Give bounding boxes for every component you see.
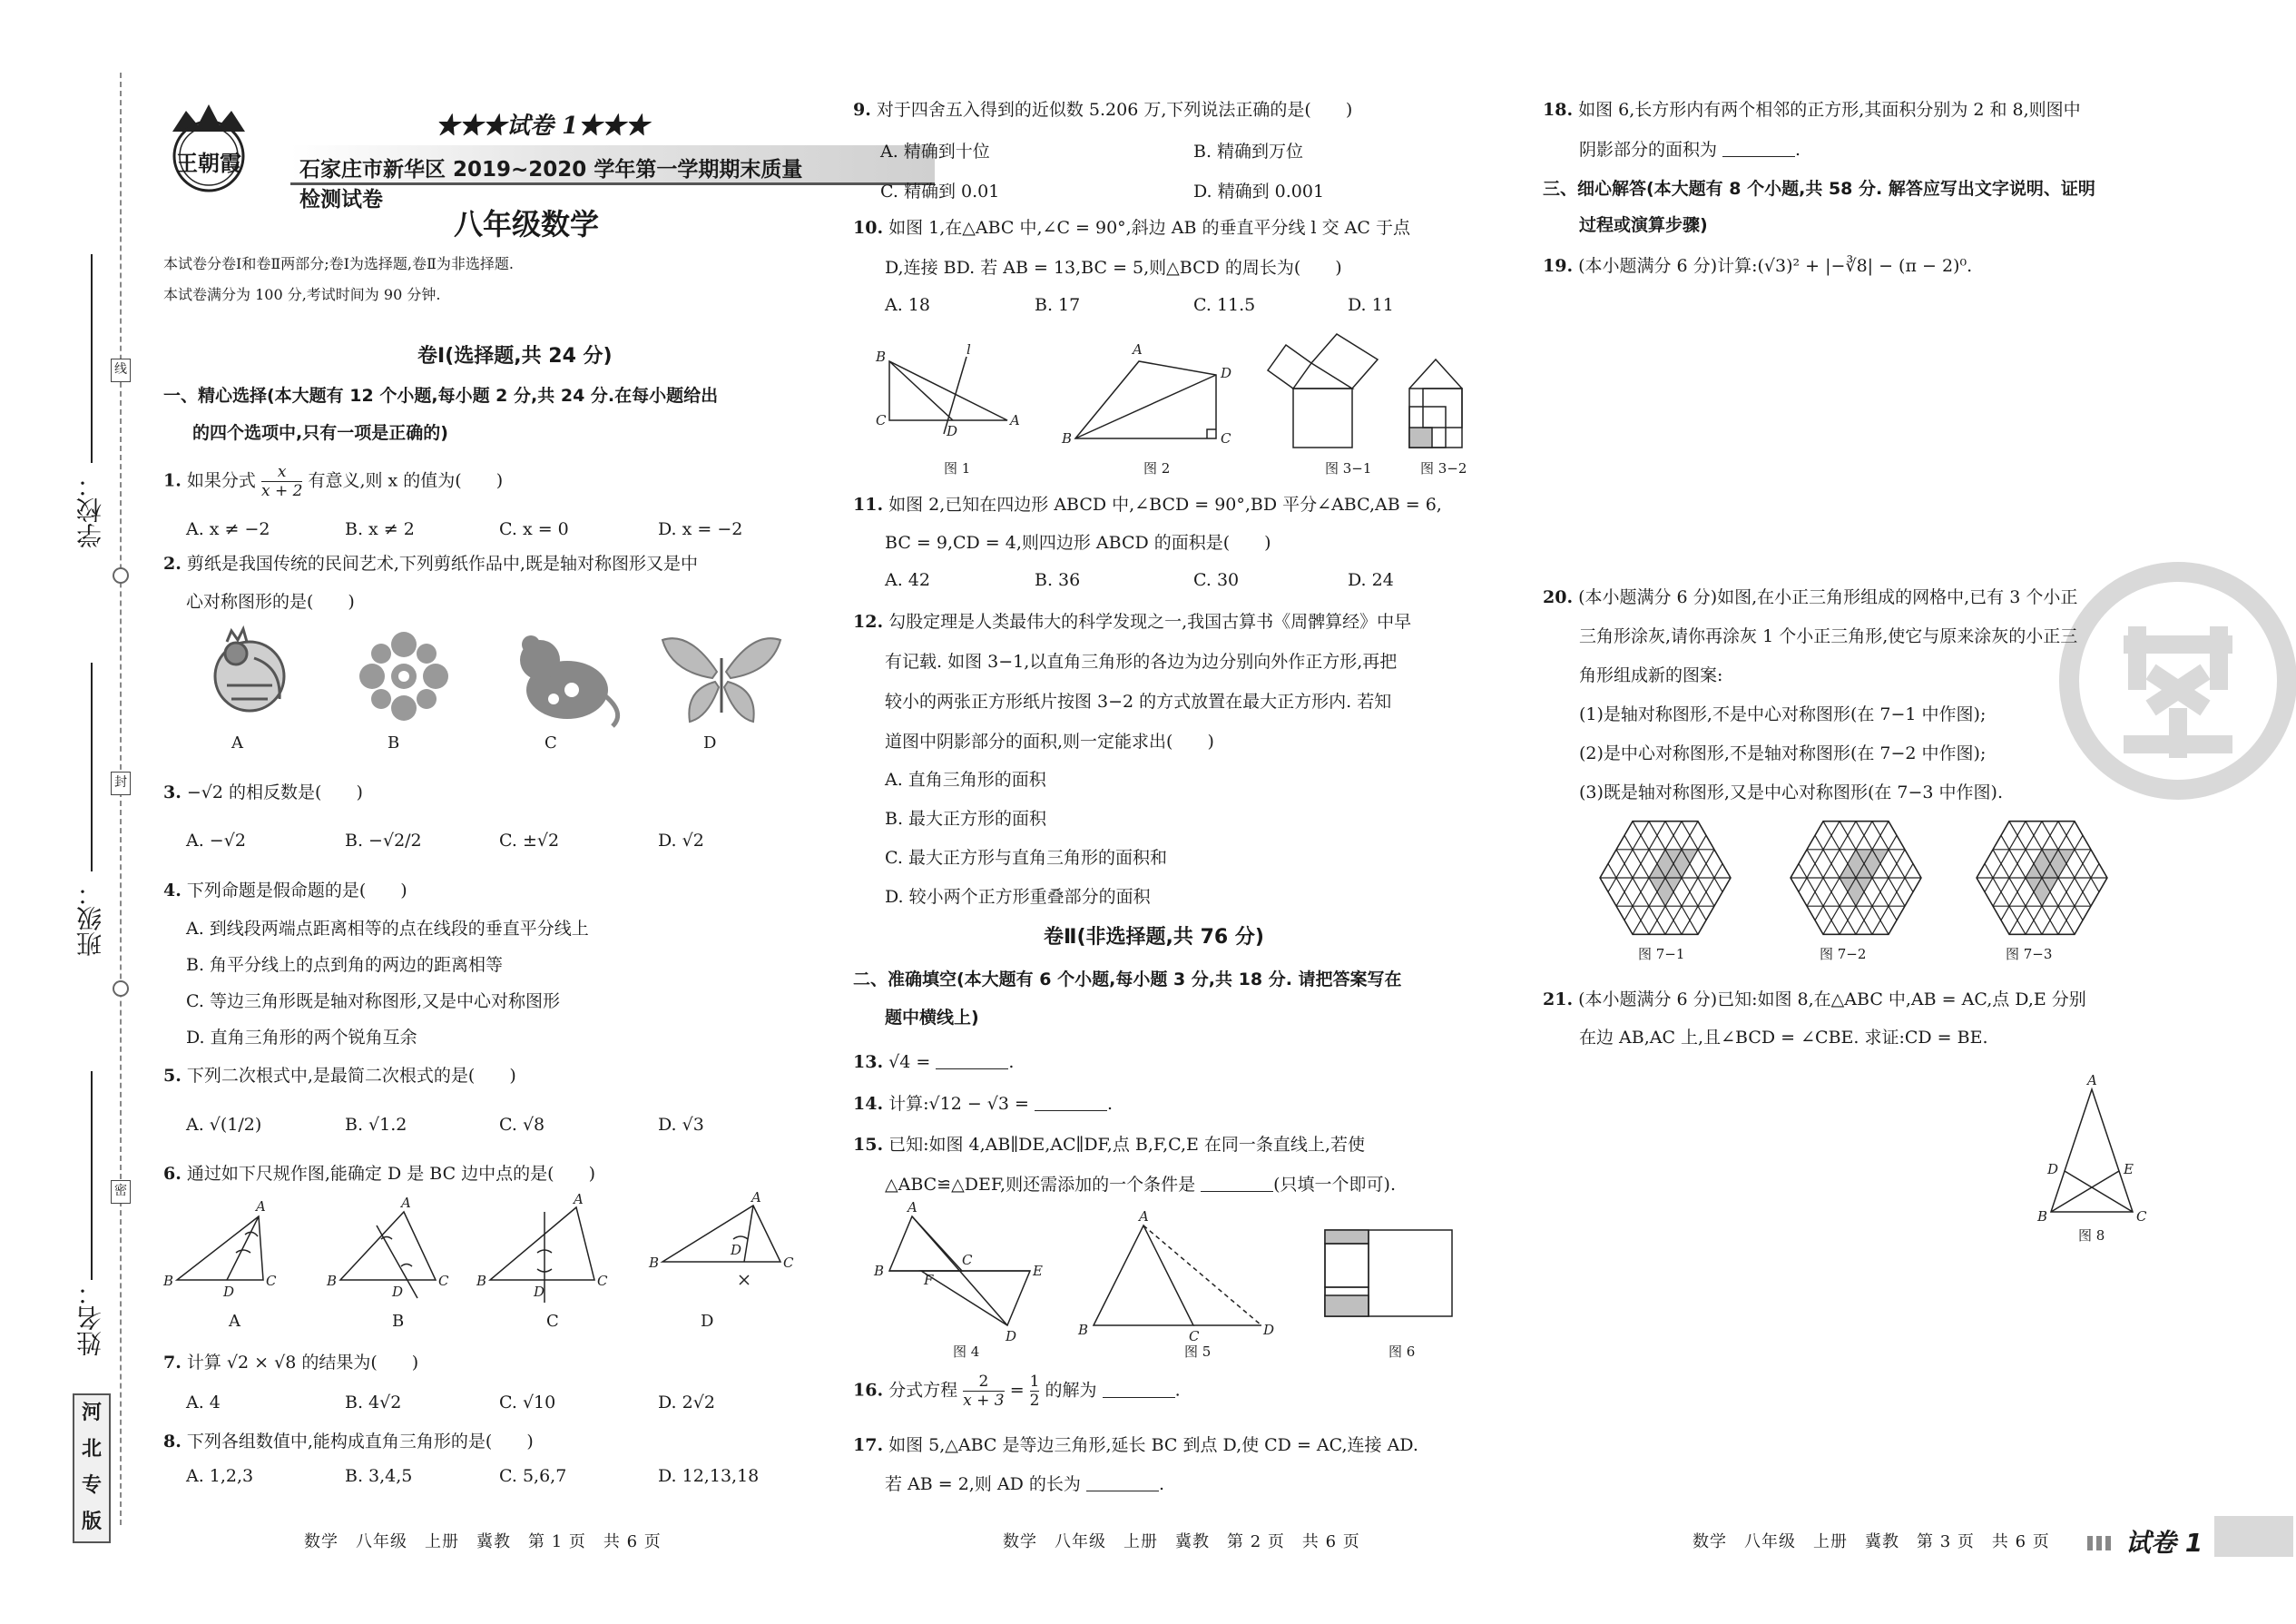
svg-text:D: D (2047, 1161, 2059, 1177)
mouse-papercut-icon (520, 635, 618, 726)
option[interactable]: A. −√2 (186, 831, 246, 851)
svg-text:B: B (874, 1263, 885, 1279)
option[interactable]: A. 18 (885, 295, 930, 315)
question-5: 5. 下列二次根式中,是最简二次根式的是( ) (163, 1066, 516, 1086)
class-field[interactable] (91, 663, 93, 871)
svg-text:B: B (163, 1273, 174, 1289)
label-c[interactable]: C (546, 1312, 559, 1331)
option[interactable]: C. 最大正方形与直角三角形的面积和 (885, 848, 1167, 868)
option[interactable]: A. 4 (186, 1393, 221, 1412)
page-footer-1: 数学 八年级 上册 冀教 第 1 页 共 6 页 (304, 1532, 662, 1551)
figures-row-1 (876, 334, 1529, 470)
option[interactable]: C. √8 (499, 1115, 545, 1135)
section1-line2: 的四个选项中,只有一项是正确的) (192, 423, 448, 443)
answer-blank[interactable] (1035, 1095, 1107, 1111)
option[interactable]: A. x ≠ −2 (186, 519, 270, 539)
svg-text:D: D (731, 1242, 742, 1258)
page-2 (849, 0, 1547, 1624)
question-8: 8. 下列各组数值中,能构成直角三角形的是( ) (163, 1432, 534, 1452)
svg-text:A: A (751, 1189, 761, 1206)
name-label: 姓名： (75, 1280, 105, 1356)
fraction: $\frac{1}{2}$ (1029, 1373, 1040, 1410)
figure-2 (1061, 341, 1231, 447)
option[interactable]: D. 较小两个正方形重叠部分的面积 (885, 887, 1151, 907)
question-20-cont-1: 三角形涂灰,请你再涂灰 1 个小正三角形,使它与原来涂灰的小正三 (1579, 626, 2078, 646)
part2-title: 卷Ⅱ(非选择题,共 76 分) (1044, 926, 1264, 949)
option[interactable]: B. 角平分线上的点到角的两边的距离相等 (186, 955, 504, 975)
question-20: 20. (本小题满分 6 分)如图,在小正三角形组成的网格中,已有 3 个小正 (1543, 587, 2078, 607)
question-15: 15. 已知:如图 4,AB∥DE,AC∥DF,点 B,F,C,E 在同一条直线上,若使 (853, 1135, 1365, 1155)
question-19: 19. (本小题满分 6 分)计算:(√3)² + |−∛8| − (π − 2)⁰. (1543, 256, 1973, 276)
svg-text:C: C (876, 412, 887, 428)
logo-text: 王朝霞 (176, 150, 241, 176)
option[interactable]: D. 直角三角形的两个锐角互余 (186, 1028, 417, 1048)
svg-text:C: C (266, 1273, 277, 1289)
question-21: 21. (本小题满分 6 分)已知:如图 8,在△ABC 中,AB = AC,点 D,E 分别 (1543, 989, 2086, 1009)
svg-text:A: A (1139, 1208, 1149, 1225)
caption-fig6: 图 6 (1388, 1343, 1416, 1360)
construction-b (326, 1195, 449, 1300)
option[interactable]: B. 最大正方形的面积 (885, 809, 1047, 829)
option[interactable]: D. x = −2 (658, 519, 743, 539)
triangle-grids (1584, 812, 2201, 949)
question-20-cont-2: 角形组成新的图案: (1579, 665, 1723, 685)
option[interactable]: D. 2√2 (658, 1393, 715, 1412)
school-label: 学校： (75, 472, 105, 548)
label-d[interactable]: D (701, 1312, 714, 1331)
question-2-cont: 心对称图形的是( ) (186, 592, 355, 612)
label-a[interactable]: A (229, 1312, 240, 1331)
option[interactable]: B. 精确到万位 (1193, 142, 1304, 162)
svg-text:C: C (597, 1273, 608, 1289)
shaded-triangle (1649, 878, 1682, 906)
svg-text:B: B (876, 349, 887, 365)
option[interactable]: C. x = 0 (499, 519, 569, 539)
label-a[interactable]: A (231, 733, 243, 753)
page-1 (154, 0, 817, 1624)
svg-text:D: D (1263, 1322, 1275, 1338)
option[interactable]: C. 30 (1193, 570, 1240, 590)
school-field[interactable] (91, 254, 93, 463)
question-4: 4. 下列命题是假命题的是( ) (163, 881, 407, 901)
option[interactable]: A. 1,2,3 (186, 1466, 254, 1486)
svg-text:E: E (2124, 1161, 2134, 1177)
question-21-cont: 在边 AB,AC 上,且∠BCD = ∠CBE. 求证:CD = BE. (1579, 1028, 1988, 1048)
mark-feng: 封 (111, 772, 131, 795)
caption-fig7-3: 图 7−3 (2006, 946, 2053, 962)
caption-fig2: 图 2 (1143, 460, 1171, 477)
page-3 (1543, 0, 2242, 1624)
svg-text:D: D (223, 1284, 235, 1300)
question-10: 10. 如图 1,在△ABC 中,∠C = 90°,斜边 AB 的垂直平分线 l 交 AC 于点 (853, 218, 1410, 238)
class-label: 班级： (75, 881, 105, 957)
svg-text:A: A (574, 1191, 584, 1207)
option[interactable]: B. 4√2 (345, 1393, 402, 1412)
option[interactable]: B. 3,4,5 (345, 1466, 413, 1486)
fraction: $\frac{2}{x + 3}$ (963, 1373, 1005, 1410)
shaded-triangle (2026, 878, 2058, 906)
option[interactable]: C. √10 (499, 1393, 556, 1412)
page-title: 八年级数学 (454, 207, 600, 241)
question-12: 12. 勾股定理是人类最伟大的科学发现之一,我国古算书《周髀算经》中早 (853, 612, 1412, 632)
section3-line1: 三、细心解答(本大题有 8 个小题,共 58 分. 解答应写出文字说明、证明 (1543, 179, 2095, 199)
option[interactable]: C. 5,6,7 (499, 1466, 567, 1486)
svg-text:F: F (924, 1272, 934, 1288)
question-13: 13. √4 = . (853, 1052, 1015, 1072)
answer-blank[interactable] (1086, 1475, 1159, 1491)
seal-watermark-icon (2060, 563, 2296, 799)
label-b[interactable]: B (388, 733, 400, 753)
svg-text:A: A (2087, 1072, 2097, 1088)
construction-a (162, 1198, 277, 1300)
paper-cut-figures (172, 622, 799, 740)
svg-text:B: B (649, 1255, 660, 1271)
triangle-grid[interactable] (1567, 822, 1763, 935)
shaded-triangle (1840, 878, 1872, 906)
option[interactable]: D. √3 (658, 1115, 704, 1135)
figure-5 (1077, 1208, 1274, 1344)
question-12-cont-2: 较小的两张正方形纸片按图 3−2 的方式放置在最大正方形内. 若知 (885, 692, 1392, 712)
question-14: 14. 计算:√12 − √3 = . (853, 1094, 1114, 1114)
svg-text:D: D (534, 1284, 545, 1300)
option[interactable]: A. √(1/2) (186, 1115, 262, 1135)
option[interactable]: C. 等边三角形既是轴对称图形,又是中心对称图形 (186, 991, 560, 1011)
flower-papercut-icon (359, 632, 448, 721)
binding-hole-icon (113, 567, 129, 584)
question-18: 18. 如图 6,长方形内有两个相邻的正方形,其面积分别为 2 和 8,则图中 (1543, 100, 2081, 120)
question-20-part-1: (1)是轴对称图形,不是中心对称图形(在 7−1 中作图); (1579, 704, 1987, 724)
caption-fig7-2: 图 7−2 (1820, 946, 1867, 962)
option[interactable]: B. √1.2 (345, 1115, 407, 1135)
option[interactable]: A. 到线段两端点距离相等的点在线段的垂直平分线上 (186, 919, 589, 939)
fraction: $\frac{x}{x + 2}$ (260, 463, 303, 500)
figure-4 (873, 1199, 1043, 1344)
svg-text:D: D (947, 423, 958, 439)
answer-blank[interactable] (1722, 141, 1795, 157)
option[interactable]: B. x ≠ 2 (345, 519, 415, 539)
question-11: 11. 如图 2,已知在四边形 ABCD 中,∠BCD = 90°,BD 平分∠ABC,AB = 6, (853, 495, 1442, 515)
svg-text:C: C (1221, 430, 1231, 447)
svg-text:D: D (392, 1284, 404, 1300)
question-12-cont-3: 道图中阴影部分的面积,则一定能求出( ) (885, 732, 1214, 752)
construction-d (648, 1189, 794, 1284)
option[interactable]: D. 12,13,18 (658, 1466, 760, 1486)
option[interactable]: C. 11.5 (1193, 295, 1256, 315)
svg-text:C: C (2136, 1208, 2147, 1225)
svg-text:C: C (438, 1273, 449, 1289)
label-b[interactable]: B (392, 1312, 405, 1331)
svg-text:l: l (966, 341, 971, 358)
svg-text:B: B (476, 1273, 487, 1289)
mark-xian: 线 (111, 359, 131, 382)
question-20-part-2: (2)是中心对称图形,不是轴对称图形(在 7−2 中作图); (1579, 743, 1987, 763)
question-18-cont: 阴影部分的面积为 . (1579, 140, 1801, 160)
option[interactable]: D. 精确到 0.001 (1193, 182, 1325, 202)
svg-text:A: A (256, 1198, 266, 1215)
edition-badge: 河 北 专 版 (73, 1393, 111, 1543)
cut-line (120, 73, 122, 1525)
option[interactable]: D. 24 (1348, 570, 1394, 590)
option[interactable]: C. ±√2 (499, 831, 560, 851)
option[interactable]: B. 17 (1035, 295, 1081, 315)
caption-fig1: 图 1 (944, 460, 971, 477)
figure-3-2 (1409, 359, 1462, 448)
question-1: 1. 如果分式 $\frac{x}{x + 2}$ 有意义,则 x 的值为( ) (163, 463, 504, 500)
question-12-cont-1: 有记载. 如图 3−1,以直角三角形的各边为边分别向外作正方形,再把 (885, 652, 1398, 672)
svg-text:A: A (1133, 341, 1143, 358)
paper-tag: ★★★试卷 1★★★ (436, 113, 650, 140)
note-2: 本试卷满分为 100 分,考试时间为 90 分钟. (163, 286, 441, 303)
caption-fig3-2: 图 3−2 (1420, 460, 1467, 477)
caption-fig7-1: 图 7−1 (1638, 946, 1685, 962)
question-11-cont: BC = 9,CD = 4,则四边形 ABCD 的面积是( ) (885, 533, 1271, 553)
option[interactable]: A. 精确到十位 (880, 142, 990, 162)
question-16: 16. 分式方程 $\frac{2}{x + 3}$ = $\frac{1}{2}$ 的解为 . (853, 1373, 1181, 1410)
corner-decoration-icon (2087, 1536, 2114, 1550)
butterfly-papercut-icon (662, 638, 780, 722)
svg-text:D: D (1221, 365, 1232, 381)
answer-blank[interactable] (1201, 1176, 1273, 1192)
svg-text:B: B (2037, 1208, 2048, 1225)
svg-text:C: C (783, 1255, 794, 1271)
svg-text:E: E (1033, 1263, 1043, 1279)
option[interactable]: A. 42 (885, 570, 930, 590)
note-1: 本试卷分卷Ⅰ和卷Ⅱ两部分;卷Ⅰ为选择题,卷Ⅱ为非选择题. (163, 255, 514, 272)
option[interactable]: D. 11 (1348, 295, 1394, 315)
mark-mi: 密 (111, 1180, 131, 1204)
answer-area-19[interactable] (1579, 290, 2214, 563)
label-d[interactable]: D (703, 733, 717, 753)
section1-line1: 一、精心选择(本大题有 12 个小题,每小题 2 分,共 24 分.在每小题给出 (163, 386, 719, 406)
question-17-cont: 若 AB = 2,则 AD 的长为 . (885, 1474, 1164, 1494)
svg-text:D: D (1006, 1328, 1017, 1344)
option[interactable]: B. −√2/2 (345, 831, 422, 851)
option[interactable]: C. 精确到 0.01 (880, 182, 1000, 202)
svg-text:C: C (1189, 1328, 1200, 1344)
svg-text:A: A (1010, 412, 1020, 428)
question-7: 7. 计算 √2 × √8 的结果为( ) (163, 1353, 419, 1373)
construction-c (476, 1191, 608, 1303)
figure-6 (1325, 1230, 1452, 1316)
question-17: 17. 如图 5,△ABC 是等边三角形,延长 BC 到点 D,使 CD = AC,连接 AD. (853, 1435, 1418, 1455)
svg-text:A: A (401, 1195, 411, 1211)
caption-fig4: 图 4 (953, 1343, 980, 1360)
question-15-cont: △ABC≌△DEF,则还需添加的一个条件是 (只填一个即可). (885, 1175, 1396, 1195)
page-footer-3: 数学 八年级 上册 冀教 第 3 页 共 6 页 (1693, 1532, 2050, 1551)
svg-text:B: B (327, 1273, 338, 1289)
rooster-papercut-icon (215, 629, 284, 711)
figure-8 (2033, 1072, 2151, 1225)
corner-band (2214, 1516, 2293, 1557)
figure-1 (875, 341, 1020, 439)
compass-construction-figures (163, 1189, 799, 1316)
answer-blank[interactable] (1103, 1382, 1175, 1398)
part1-title: 卷Ⅰ(选择题,共 24 分) (417, 345, 613, 368)
subtitle: 石家庄市新华区 2019~2020 学年第一学期期末质量检测试卷 (299, 158, 803, 212)
name-field[interactable] (91, 1071, 93, 1280)
figure-3-1 (1268, 334, 1378, 448)
caption-fig8: 图 8 (2078, 1227, 2105, 1244)
answer-blank[interactable] (936, 1053, 1008, 1069)
figures-row-2 (871, 1199, 1525, 1344)
question-3: 3. −√2 的相反数是( ) (163, 782, 363, 802)
question-9: 9. 对于四舍五入得到的近似数 5.206 万,下列说法正确的是( ) (853, 100, 1353, 120)
section2-line2: 题中横线上) (885, 1008, 979, 1028)
svg-text:C: C (962, 1252, 973, 1268)
triangle-grid[interactable] (1758, 822, 1954, 935)
svg-text:B: B (1062, 430, 1073, 447)
footer-tag: 试卷 1 (2125, 1528, 2203, 1558)
brand-logo (154, 100, 263, 195)
triangle-grid[interactable] (1944, 822, 2140, 935)
page-footer-2: 数学 八年级 上册 冀教 第 2 页 共 6 页 (1003, 1532, 1360, 1551)
question-20-part-3: (3)既是轴对称图形,又是中心对称图形(在 7−3 中作图). (1579, 782, 2003, 802)
svg-text:A: A (908, 1199, 917, 1216)
section2-line1: 二、准确填空(本大题有 6 个小题,每小题 3 分,共 18 分. 请把答案写在 (853, 969, 1402, 989)
option[interactable]: D. √2 (658, 831, 704, 851)
svg-text:B: B (1078, 1322, 1089, 1338)
question-6: 6. 通过如下尺规作图,能确定 D 是 BC 边中点的是( ) (163, 1164, 596, 1184)
question-10-cont: D,连接 BD. 若 AB = 13,BC = 5,则△BCD 的周长为( ) (885, 258, 1342, 278)
caption-fig3-1: 图 3−1 (1325, 460, 1372, 477)
option[interactable]: A. 直角三角形的面积 (885, 770, 1046, 790)
label-c[interactable]: C (545, 733, 557, 753)
option[interactable]: B. 36 (1035, 570, 1081, 590)
question-2: 2. 剪纸是我国传统的民间艺术,下列剪纸作品中,既是轴对称图形又是中 (163, 554, 698, 574)
caption-fig5: 图 5 (1184, 1343, 1212, 1360)
binding-hole-icon (113, 980, 129, 997)
section3-line2: 过程或演算步骤) (1579, 215, 1708, 235)
